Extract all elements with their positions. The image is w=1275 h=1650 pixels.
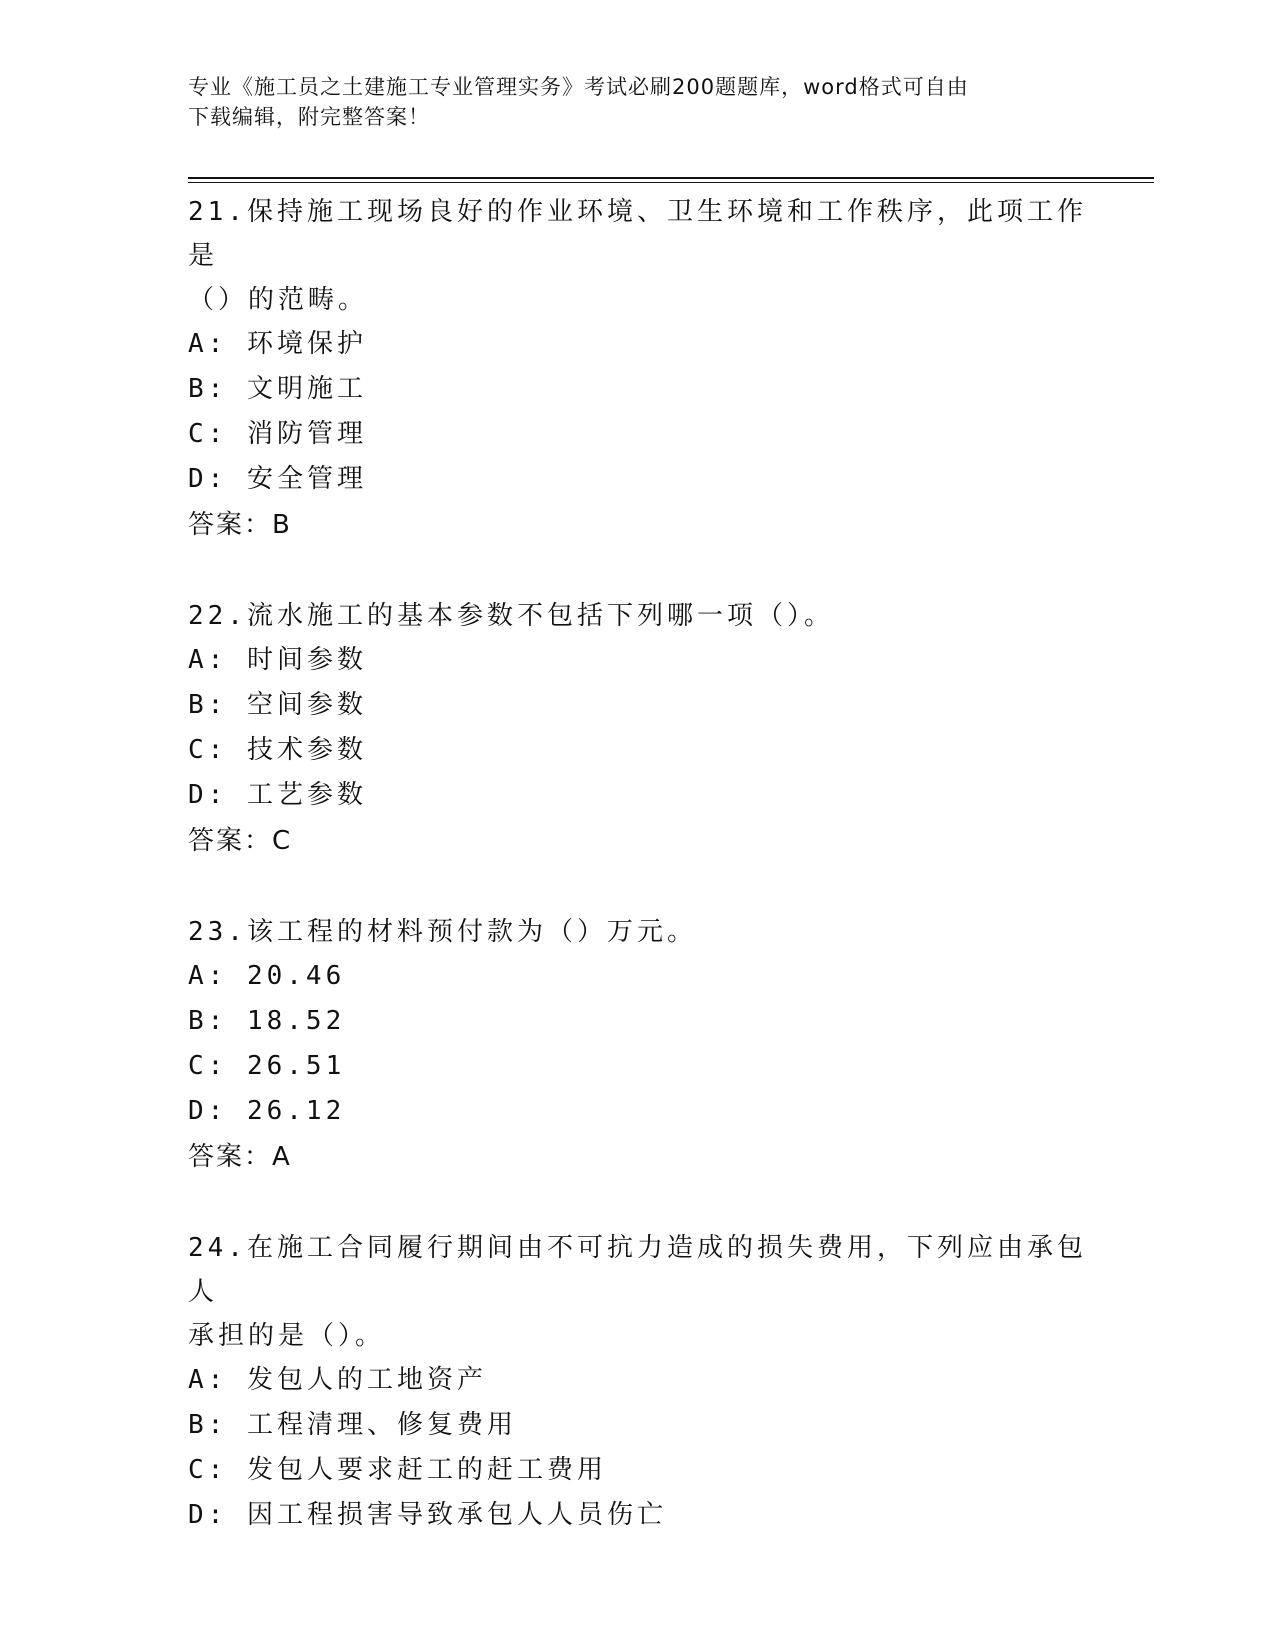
option-b: B: 空间参数: [188, 690, 367, 720]
option-b: B: 工程清理、修复费用: [188, 1410, 517, 1440]
header-rule-thin: [188, 182, 1154, 183]
option-c: C: 技术参数: [188, 735, 367, 765]
answer: 答案：C: [188, 826, 293, 856]
option-a: A: 20.46: [188, 961, 346, 991]
question-stem: 22.流水施工的基本参数不包括下列哪一项（）。: [188, 601, 834, 631]
option-b: B: 18.52: [188, 1006, 346, 1036]
document-header: [188, 72, 1068, 132]
question-22: [188, 594, 1088, 864]
option-a: A: 发包人的工地资产: [188, 1365, 487, 1395]
question-24: [188, 1226, 1088, 1538]
header-line-1: 专业《施工员之土建施工专业管理实务》考试必刷200题题库，word格式可自由: [188, 75, 969, 99]
option-d: D: 安全管理: [188, 464, 367, 494]
option-c: C: 发包人要求赶工的赶工费用: [188, 1455, 607, 1485]
header-line-2: 下载编辑，附完整答案！: [188, 105, 430, 129]
answer: 答案：A: [188, 1142, 292, 1172]
header-rule-thick: [188, 177, 1154, 179]
option-d: D: 工艺参数: [188, 780, 367, 810]
question-21: [188, 190, 1088, 548]
option-a: A: 时间参数: [188, 645, 367, 675]
option-a: A: 环境保护: [188, 329, 367, 359]
option-d: D: 26.12: [188, 1096, 346, 1126]
question-stem: 24.在施工合同履行期间由不可抗力造成的损失费用，下列应由承包人: [188, 1233, 1087, 1307]
answer: 答案：B: [188, 510, 292, 540]
option-b: B: 文明施工: [188, 374, 367, 404]
question-stem: 23.该工程的材料预付款为（）万元。: [188, 917, 697, 947]
question-23: [188, 910, 1088, 1180]
question-list: [188, 190, 1088, 1584]
option-c: C: 消防管理: [188, 419, 367, 449]
question-stem-continued: （）的范畴。: [188, 285, 369, 315]
option-c: C: 26.51: [188, 1051, 346, 1081]
question-stem: 21.保持施工现场良好的作业环境、卫生环境和工作秩序，此项工作是: [188, 197, 1087, 271]
option-d: D: 因工程损害导致承包人人员伤亡: [188, 1500, 667, 1530]
question-stem-continued: 承担的是（）。: [188, 1321, 386, 1351]
